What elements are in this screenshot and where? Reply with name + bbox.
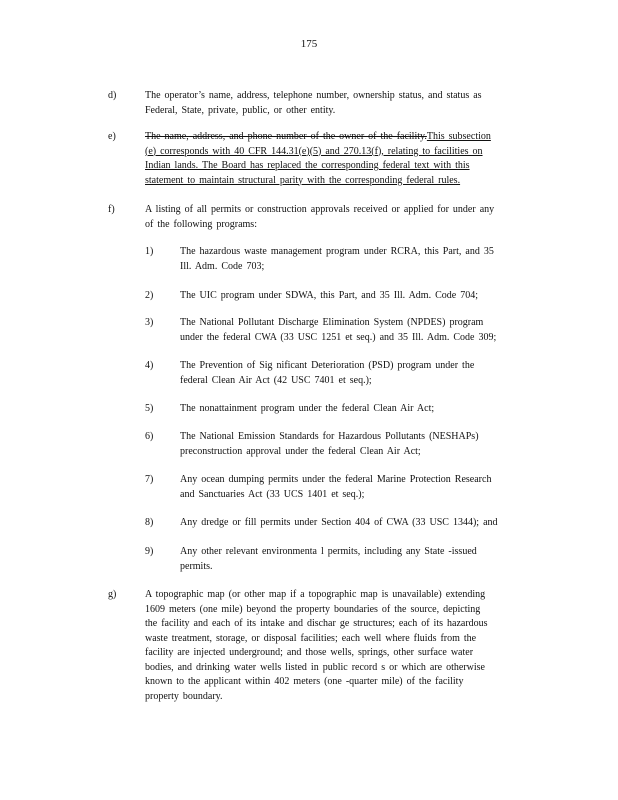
sub-item-text: The National Emission Standards for Hazardous Pollutants (NESHAPs) preconstruction approval under the federal Clean Air Act; <box>180 431 479 457</box>
struck-text: The name, address, and phone number of the owner of the facility. <box>145 131 427 142</box>
item-text <box>145 130 491 188</box>
item-text: The operator’s name, address, telephone number, ownership status, and status as Federal, State, private, public, or other entity. <box>145 90 482 116</box>
sub-item-marker: 7) <box>145 474 154 485</box>
sub-item-text: The nonattainment program under the federal Clean Air Act; <box>180 403 435 414</box>
sub-item-marker: 4) <box>145 360 154 371</box>
sub-item-text: Any other relevant environmenta l permits, including any State -issued permits. <box>180 546 477 572</box>
item-marker: d) <box>108 90 117 101</box>
list-item-f <box>108 203 548 233</box>
item-text: A topographic map (or other map if a topographic map is unavailable) extending 1609 meters (one mile) beyond the property boundaries of the source, depicting the facility and each of its intake and dischar ge structures; each of its hazardous waste treatment, storage, or disposal facilities; each well where fluids from the facility are injected underground; and those wells, springs, other surface water bodies, and drinking water wells listed in public record s or which are otherwise known to the applicant within 402 meters (one -quarter mile) of the facility property boundary. <box>145 589 488 702</box>
list-item-e <box>108 130 548 190</box>
item-text: A listing of all permits or construction approvals received or applied for under any of the following programs: <box>145 204 495 230</box>
sub-item-marker: 5) <box>145 403 154 414</box>
inserted-text: This subsection <box>426 131 491 142</box>
item-marker: g) <box>108 589 117 600</box>
item-marker: f) <box>108 204 115 215</box>
sub-item-text: Any ocean dumping permits under the federal Marine Protection Research and Sanctuaries Act (33 UCS 1401 et seq.); <box>180 474 492 500</box>
inserted-text: statement to maintain structural parity with the corresponding federal rules. <box>145 174 461 186</box>
sub-item-marker: 8) <box>145 517 154 528</box>
page-number: 175 <box>300 38 318 50</box>
sub-item-text: Any dredge or fill permits under Section 404 of CWA (33 USC 1344); and <box>180 517 498 528</box>
sub-item-marker: 3) <box>145 317 154 328</box>
sub-item-text: The hazardous waste management program under RCRA, this Part, and 35 Ill. Adm. Code 703; <box>180 246 494 272</box>
sub-item-marker: 6) <box>145 431 154 442</box>
item-marker: e) <box>108 131 116 142</box>
sub-item-text: The National Pollutant Discharge Elimination System (NPDES) program under the federal CWA (33 USC 1251 et seq.) and 35 Ill. Adm. Code 309; <box>180 317 497 343</box>
inserted-text: Indian lands. The Board has replaced the corresponding federal text with this <box>145 160 470 171</box>
sub-item-text: The UIC program under SDWA, this Part, and 35 Ill. Adm. Code 704; <box>180 290 478 301</box>
sub-item-marker: 9) <box>145 546 154 557</box>
inserted-text: (e) corresponds with 40 CFR 144.31(e)(5) and 270.13(f), relating to facilities on <box>145 145 483 157</box>
sub-item-marker: 1) <box>145 246 154 257</box>
list-item-d <box>108 89 548 119</box>
sub-item-text: The Prevention of Sig nificant Deterioration (PSD) program under the federal Clean Air Act (42 USC 7401 et seq.); <box>180 360 475 386</box>
sub-item-marker: 2) <box>145 290 154 301</box>
